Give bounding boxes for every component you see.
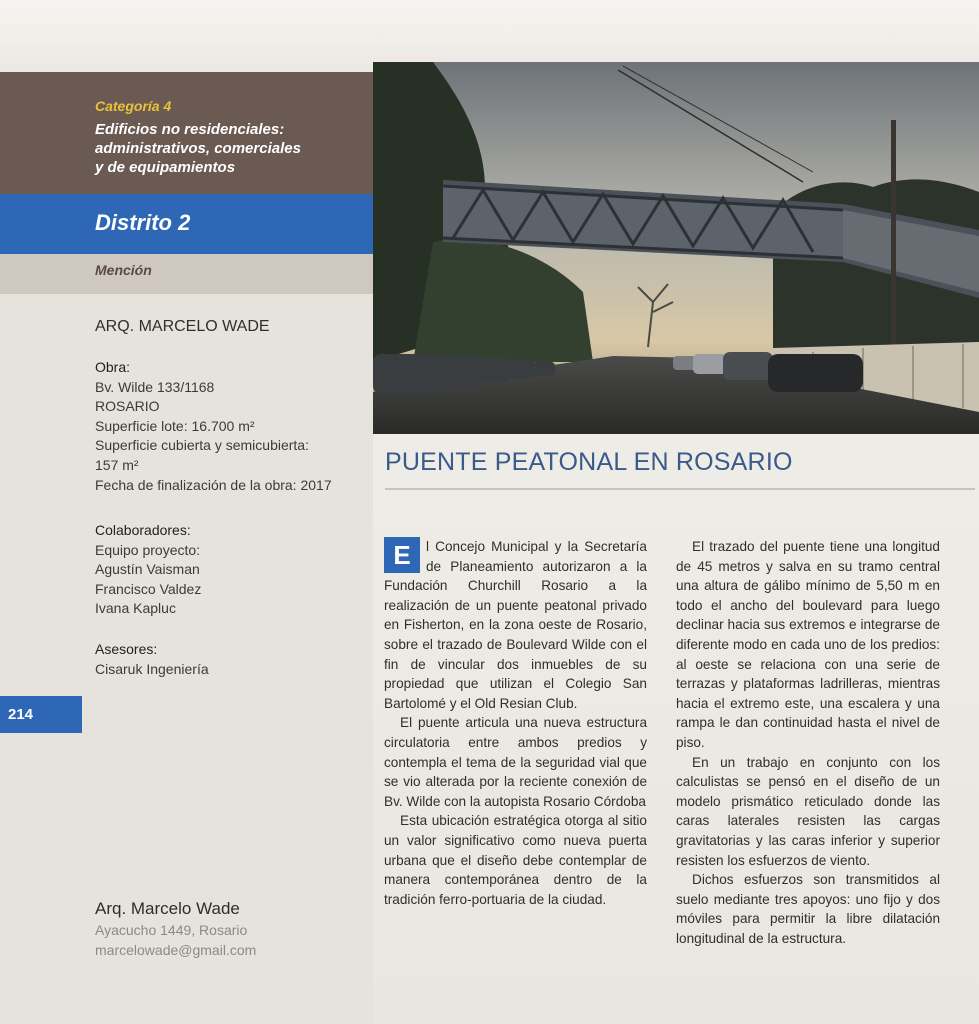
paragraph-text: l Concejo Municipal y la Secretaría de Planeamiento autorizaron a la Fundación Churchill Rosario a la realización de un puente peatonal privado en Fisherton, en la zona oeste de Rosario, sobre el trazado de Boulevard Wilde con el fin de vincular dos inmuebles de su propiedad que utilizan el Colegio San Bartolomé y el Old Resian Club.	[384, 539, 647, 711]
advisor-line: Cisaruk Ingeniería	[95, 660, 209, 677]
footer-email: marcelowade@gmail.com	[95, 942, 257, 958]
work-info	[95, 358, 332, 495]
paragraph: El puente articula una nueva estructura circulatoria entre ambos predios y contempla el tema de la seguridad vial que se vio alterada por la reciente conexión de Bv. Wilde con la autopista Rosario Córdoba	[384, 715, 647, 809]
footer-address: Ayacucho 1449, Rosario	[95, 922, 248, 938]
work-line: Superficie lote: 16.700 m²	[95, 417, 255, 434]
paragraph: Esta ubicación estratégica otorga al sitio un valor significativo como nueva puerta urbana que el diseño debe contemplar de manera contemporánea dentro de la tradición ferro-portuaria de la ciudad.	[384, 813, 647, 907]
advisors-heading: Asesores:	[95, 641, 158, 657]
drop-cap: E	[384, 537, 420, 573]
footer-architect-name: Arq. Marcelo Wade	[95, 899, 240, 918]
work-line: 157 m²	[95, 456, 139, 473]
collaborators-heading: Colaboradores:	[95, 522, 191, 538]
advisors-info	[95, 640, 209, 679]
work-line: Bv. Wilde 133/1168	[95, 378, 215, 395]
paragraph: Dichos esfuerzos son transmitidos al suelo mediante tres apoyos: uno fijo y dos móviles para permitir la libre dilatación longitudinal de la estructura.	[676, 872, 940, 946]
category-title: Edificios no residenciales: administrativos, comerciales y de equipamientos	[95, 121, 301, 176]
mention-block	[0, 254, 373, 294]
architect-heading: ARQ. MARCELO WADE	[95, 318, 270, 335]
collaborator-line: Equipo proyecto:	[95, 541, 201, 558]
work-line: Fecha de finalización de la obra: 2017	[95, 476, 332, 493]
collaborator-line: Agustín Vaisman	[95, 561, 200, 578]
mention-label: Mención	[95, 262, 152, 278]
paragraph: El trazado del puente tiene una longitud de 45 metros y salva en su tramo central una altura de gálibo mínimo de 5,50 m en todo el ancho del boulevard para luego declinar hacia sus extremos e integrarse de diferente modo en cada uno de los predios: al oeste se relaciona con una serie de terrazas y plataformas ladrilleras, mientras hacia el extremo este, una escalera y una rampa le dan continuidad hasta el nivel de piso.	[676, 539, 940, 750]
category-label: Categoría 4	[95, 98, 172, 114]
article-title: PUENTE PEATONAL EN ROSARIO	[385, 448, 793, 476]
work-line: Superficie cubierta y semicubierta:	[95, 437, 309, 454]
paragraph	[384, 537, 647, 713]
article-column-2	[676, 537, 940, 948]
page-number: 214	[0, 696, 82, 733]
district-title: Distrito 2	[95, 210, 191, 235]
title-rule	[385, 488, 975, 490]
work-heading: Obra:	[95, 359, 131, 375]
collaborators-info	[95, 521, 201, 619]
article-column-1	[384, 537, 647, 909]
collaborator-line: Ivana Kapluc	[95, 600, 176, 617]
work-line: ROSARIO	[95, 398, 160, 415]
collaborator-line: Francisco Valdez	[95, 580, 202, 597]
bridge-photo	[373, 62, 979, 434]
paragraph: En un trabajo en conjunto con los calculistas se pensó en el diseño de un modelo prismático reticulado donde las caras laterales resisten las cargas gravitatorias y las caras inferior y superior resisten los esfuerzos de viento.	[676, 754, 940, 868]
